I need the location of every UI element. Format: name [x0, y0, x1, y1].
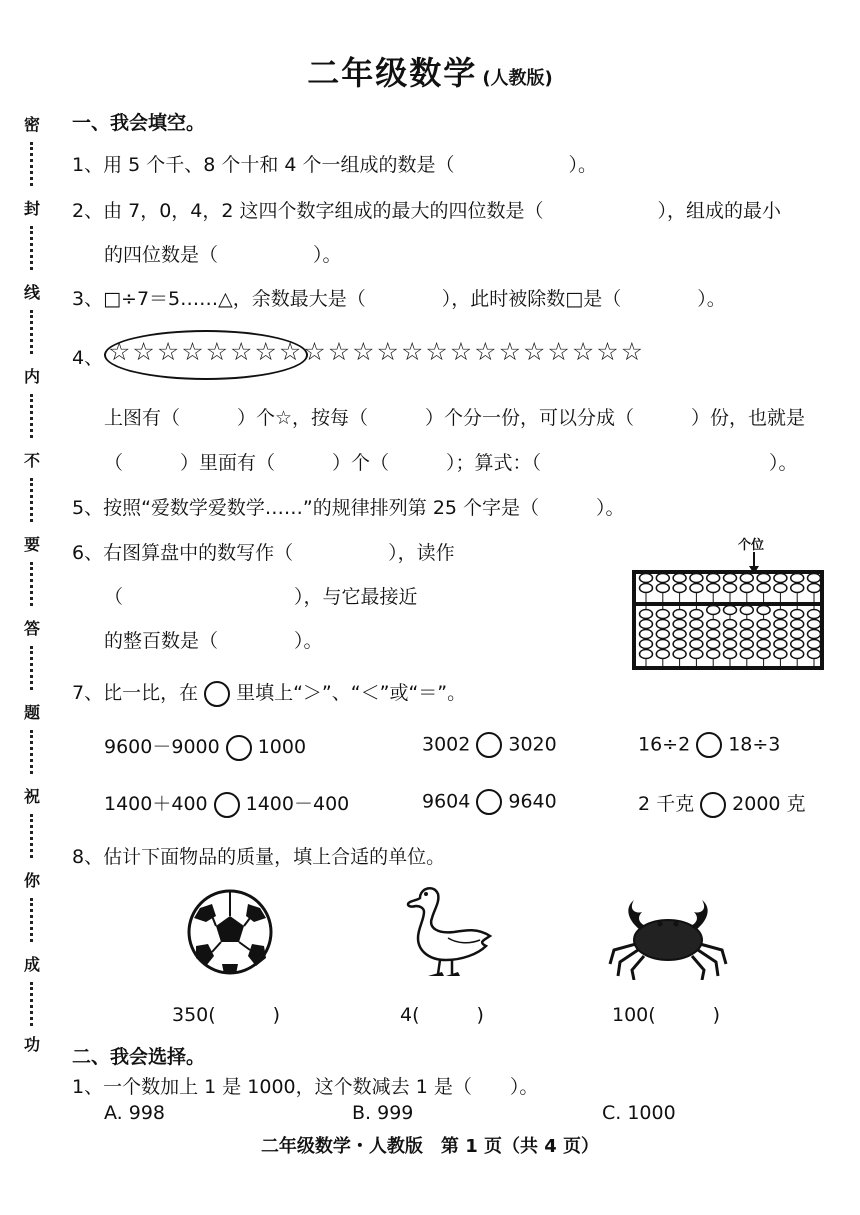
abacus-bead: [707, 584, 720, 593]
abacus-bead: [724, 606, 737, 615]
abacus-bead: [656, 630, 669, 639]
abacus-bead: [774, 640, 787, 649]
abacus-bead: [690, 640, 703, 649]
section1-heading: 一、我会填空。: [72, 112, 206, 134]
abacus-bead: [740, 584, 753, 593]
margin-char: 题: [23, 703, 40, 722]
abacus-bead: [673, 610, 686, 619]
abacus-bead: [791, 640, 804, 649]
margin-char: 封: [23, 199, 40, 218]
question-6-line2: （ ），与它最接近: [104, 586, 418, 608]
answer-circle[interactable]: [696, 732, 722, 758]
abacus-bead: [757, 584, 770, 593]
abacus-bead: [740, 640, 753, 649]
option-a: A. 998: [104, 1102, 166, 1124]
compare-left: 9604: [422, 790, 471, 813]
abacus-bead: [774, 620, 787, 629]
abacus-bead: [690, 584, 703, 593]
margin-dots: [30, 982, 33, 1026]
question-2-line2: 的四位数是（ ）。: [104, 244, 342, 266]
margin-char: 祝: [23, 787, 40, 806]
margin-dots: [30, 478, 33, 522]
star-row: ☆☆☆☆☆☆☆☆☆☆☆☆☆☆☆☆☆☆☆☆☆☆: [108, 337, 646, 366]
margin-dots: [30, 310, 33, 354]
question-4-line2: （ ）里面有（ ）个（ ）；算式：（ ）。: [104, 452, 798, 474]
option-c: C. 1000: [602, 1102, 676, 1124]
abacus-bead: [724, 650, 737, 659]
title-main: 二年级数学: [307, 54, 478, 92]
abacus-bead: [640, 584, 653, 593]
abacus-bead: [707, 640, 720, 649]
compare-item: [104, 732, 306, 761]
abacus-bead: [774, 584, 787, 593]
question-7-prefix: 7、比一比，在: [72, 682, 199, 704]
margin-char: 不: [23, 451, 40, 470]
abacus-bead: [640, 610, 653, 619]
soccer-ball-icon: [186, 888, 274, 976]
abacus-bead: [724, 584, 737, 593]
compare-right: 1000: [257, 736, 307, 758]
page-footer: 二年级数学・人教版 第 1 页（共 4 页）: [260, 1136, 600, 1157]
abacus-bead: [707, 650, 720, 659]
abacus-bead: [757, 630, 770, 639]
abacus-bead: [774, 574, 787, 583]
abacus-bead: [808, 640, 821, 649]
question-1: 1、用 5 个千、8 个十和 4 个一组成的数是（ ）。: [72, 154, 598, 176]
binding-margin: [20, 112, 44, 1054]
margin-dots: [30, 394, 33, 438]
margin-char: 功: [23, 1035, 40, 1054]
question-4-number: 4、: [72, 347, 104, 369]
page-title: [0, 48, 860, 94]
duck-icon: [398, 880, 498, 980]
abacus-bead: [640, 640, 653, 649]
compare-circle-icon: [204, 681, 230, 707]
abacus-bead: [791, 610, 804, 619]
margin-char: 线: [23, 283, 40, 302]
compare-right: 1400－400: [245, 793, 350, 815]
compare-item: [638, 732, 780, 758]
item-answer: 100( ): [612, 1004, 721, 1026]
abacus-bead: [656, 574, 669, 583]
margin-char: 要: [23, 535, 40, 554]
abacus-bead: [690, 620, 703, 629]
section2-heading: 二、我会选择。: [72, 1046, 206, 1068]
abacus-bead: [757, 650, 770, 659]
abacus-bead: [640, 650, 653, 659]
abacus-bead: [774, 630, 787, 639]
crab-icon: [606, 890, 730, 980]
compare-right: 18÷3: [728, 733, 781, 756]
compare-right: 9640: [508, 790, 557, 813]
abacus-bead: [724, 620, 737, 629]
abacus-bead: [808, 584, 821, 593]
compare-item: [422, 732, 557, 758]
abacus-bead: [673, 650, 686, 659]
compare-left: 3002: [422, 733, 471, 756]
abacus-bead: [707, 606, 720, 615]
abacus-bead: [791, 584, 804, 593]
abacus-bead: [673, 640, 686, 649]
question-7-suffix: 里填上“＞”、“＜”或“＝”。: [236, 682, 467, 704]
abacus-bead: [724, 640, 737, 649]
abacus-bead: [656, 640, 669, 649]
abacus-bead: [791, 620, 804, 629]
abacus-bead: [724, 574, 737, 583]
abacus-bead: [673, 620, 686, 629]
margin-char: 成: [23, 955, 40, 974]
abacus-bead: [808, 650, 821, 659]
abacus-bead: [757, 620, 770, 629]
abacus-bead: [740, 606, 753, 615]
abacus-bead: [673, 584, 686, 593]
item-answer: 4( ): [400, 1004, 484, 1026]
margin-dots: [30, 142, 33, 186]
question-8: 8、估计下面物品的质量，填上合适的单位。: [72, 846, 446, 868]
compare-left: 2 千克: [638, 793, 695, 815]
abacus-bead: [757, 606, 770, 615]
answer-circle[interactable]: [226, 735, 252, 761]
abacus-bead: [640, 574, 653, 583]
abacus-bead: [740, 650, 753, 659]
abacus-bead: [740, 620, 753, 629]
margin-dots: [30, 562, 33, 606]
margin-dots: [30, 646, 33, 690]
abacus-bead: [740, 630, 753, 639]
abacus-bead: [774, 650, 787, 659]
abacus-bead: [808, 610, 821, 619]
answer-circle[interactable]: [476, 789, 502, 815]
abacus-bead: [673, 574, 686, 583]
abacus-bead: [774, 610, 787, 619]
abacus-bead: [640, 620, 653, 629]
abacus-bead: [656, 584, 669, 593]
margin-char: 密: [23, 115, 40, 134]
compare-item: [638, 789, 806, 818]
compare-right: 2000 克: [732, 793, 806, 815]
abacus-bead: [656, 610, 669, 619]
abacus-bead: [740, 574, 753, 583]
compare-item: [422, 789, 557, 815]
question-5: 5、按照“爱数学爱数学……”的规律排列第 25 个字是（ ）。: [72, 497, 625, 519]
compare-left: 9600－9000: [104, 736, 220, 758]
answer-circle[interactable]: [214, 792, 240, 818]
abacus-bead: [808, 620, 821, 629]
abacus-bead: [707, 620, 720, 629]
question-7: [72, 678, 466, 707]
abacus-bead: [690, 574, 703, 583]
answer-circle[interactable]: [476, 732, 502, 758]
question-2-line1: 2、由 7，0，4，2 这四个数字组成的最大的四位数是（ ），组成的最小: [72, 200, 782, 222]
item-answer: 350( ): [172, 1004, 281, 1026]
title-edition: (人教版): [482, 68, 553, 89]
margin-dots: [30, 226, 33, 270]
margin-char: 你: [23, 871, 40, 890]
margin-char: 内: [23, 367, 40, 386]
compare-left: 16÷2: [638, 733, 691, 756]
option-b: B. 999: [352, 1102, 414, 1124]
abacus-bead: [791, 650, 804, 659]
abacus-bead: [690, 650, 703, 659]
margin-char: 答: [23, 619, 40, 638]
abacus-bead: [656, 650, 669, 659]
abacus-bead: [808, 574, 821, 583]
margin-dots: [30, 730, 33, 774]
abacus-bead: [757, 574, 770, 583]
answer-circle[interactable]: [700, 792, 726, 818]
abacus-bead: [791, 574, 804, 583]
abacus-ones-label: 个位: [738, 538, 765, 553]
abacus-bead: [707, 574, 720, 583]
abacus-bead: [808, 630, 821, 639]
abacus-bead: [791, 630, 804, 639]
compare-item: [104, 789, 349, 818]
abacus-bead: [640, 630, 653, 639]
abacus-bead: [690, 610, 703, 619]
abacus-bead: [724, 630, 737, 639]
question-6-line1: 6、右图算盘中的数写作（ ），读作: [72, 542, 455, 564]
question-6-line3: 的整百数是（ ）。: [104, 630, 323, 652]
question-3: 3、□÷7＝5……△，余数最大是（ ），此时被除数□是（ ）。: [72, 288, 726, 310]
abacus-bead: [656, 620, 669, 629]
abacus-icon: [630, 546, 826, 674]
margin-dots: [30, 898, 33, 942]
compare-right: 3020: [508, 733, 557, 756]
star-group-ellipse: [104, 330, 308, 380]
compare-left: 1400＋400: [104, 793, 208, 815]
abacus-bead: [690, 630, 703, 639]
question-4-line1: 上图有（ ）个☆，按每（ ）个分一份，可以分成（ ）份，也就是: [104, 407, 806, 429]
abacus-bead: [673, 630, 686, 639]
abacus-bead: [707, 630, 720, 639]
abacus-bead: [757, 640, 770, 649]
margin-dots: [30, 814, 33, 858]
section2-question-1: 1、一个数加上 1 是 1000，这个数减去 1 是（ ）。: [72, 1076, 539, 1098]
